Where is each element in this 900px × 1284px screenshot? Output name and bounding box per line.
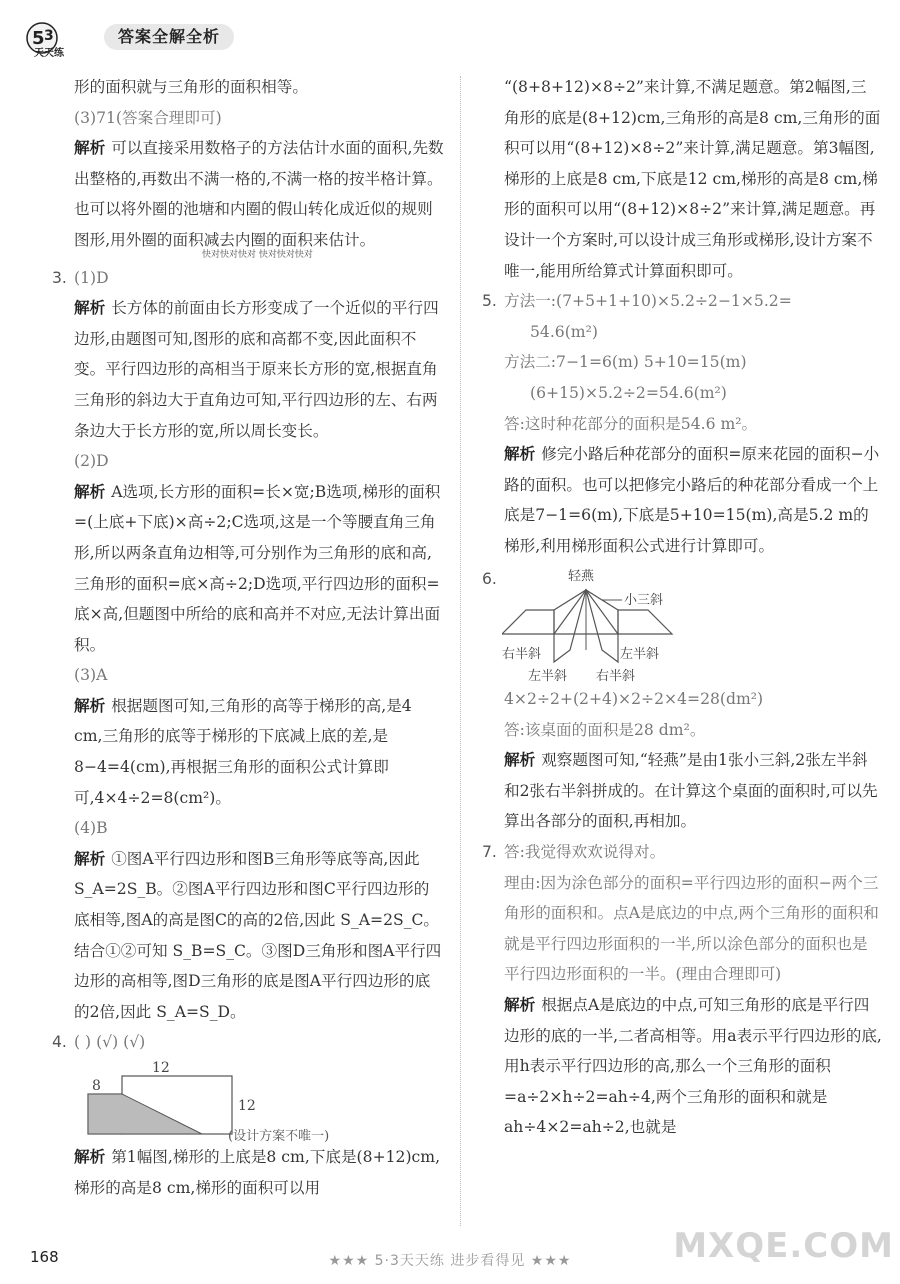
label-left-half-b: 左半斜 (528, 669, 568, 685)
q5-method1: 方法一:(7+5+1+10)×5.2÷2−1×5.2= (504, 292, 792, 311)
label-qingyan: 轻燕 (568, 569, 595, 585)
explanation-q2-3: 可以直接采用数格子的方法估计水面的面积,先数出整格的,再数出不满一格的,不满一格的按半格计算。也可以将外圈的池塘和内圈的假山转化成近似的规则图形,用外圈的面积减去内圈的面积来估计。 (74, 139, 444, 249)
explanation-q3-2: A选项,长方形的面积=长×宽;B选项,梯形的面积=(上底+下底)×高÷2;C选项,这是一个等腰直角三角形,所以两条直角边相等,可分别作为三角形的底和高,三角形的面积=底×高÷2;D选项,平行四边形的面积=底×高,但题图中所给的底和高并不对应,无法计算出面积。 (74, 482, 441, 654)
q5-method2: 方法二:7−1=6(m) 5+10=15(m) (504, 353, 747, 372)
left-column (52, 72, 444, 1203)
column-divider (460, 76, 461, 1226)
q5-method2-result: (6+15)×5.2÷2=54.6(m²) (530, 383, 727, 402)
label-right-half-a: 右半斜 (502, 647, 542, 663)
answer-q4: ( ) (√) (√) (74, 1033, 146, 1052)
jiexi-label: 解析 (504, 996, 536, 1015)
page-number: 168 (30, 1248, 59, 1266)
jiexi-label: 解析 (74, 139, 106, 158)
answer-q3-2: (2)D (74, 452, 109, 471)
label-top: 12 (152, 1060, 170, 1076)
right-half-piece (586, 590, 618, 662)
jiexi-label: 解析 (504, 751, 536, 770)
answer-q3-4: (4)B (74, 819, 108, 838)
jiexi-label: 解析 (74, 482, 106, 501)
jiexi-label: 解析 (74, 696, 106, 715)
text-line: 形的面积就与三角形的面积相等。 (74, 78, 308, 96)
answer-q3-3: (3)A (74, 666, 108, 685)
label-right-half-b: 右半斜 (596, 669, 636, 685)
explanation-q3-4: ①图A平行四边形和图B三角形等底等高,因此 S_A=2S_B。②图A平行四边形和图C平行四边形的底相等,图A的高是图C的高的2倍,因此 S_A=2S_C。结合①②可知 S_B=S_C。③图D三角形和图A平行四边形的高相等,图D三角形的底是图A平行四边形的底的2倍,因此 S_A=S_D。 (74, 849, 442, 1021)
right-wing-right (618, 610, 672, 634)
header-label: 答案全解全析 (104, 24, 234, 50)
q7-answer: 答:我觉得欢欢说得对。 (504, 843, 666, 862)
jiexi-label: 解析 (74, 849, 106, 868)
footer-slogan: ★★★ 5·3天天练 进步看得见 ★★★ (328, 1253, 572, 1269)
q5-answer: 答:这时种花部分的面积是54.6 m²。 (504, 414, 758, 433)
question-number: 7. (482, 843, 497, 862)
left-half-piece (554, 590, 586, 662)
label-small-triangle: 小三斜 (624, 593, 664, 609)
q5-method1-result: 54.6(m²) (530, 322, 598, 341)
question-number: 6. (482, 569, 497, 588)
question-number: 4. (52, 1033, 67, 1052)
explanation-q7: 根据点A是底边的中点,可知三角形的底是平行四边形的底的一半,二者高相等。用a表示平行四边形的底,用h表示平行四边形的高,那么一个三角形的面积=a÷2×h÷2=ah÷4,两个三角形的面积和就是 ah÷4×2=ah÷2,也就是 (504, 996, 882, 1137)
q6-answer: 答:该桌面的面积是28 dm²。 (504, 720, 706, 739)
explanation-q4-cont: “(8+8+12)×8÷2”来计算,不满足题意。第2幅图,三角形的底是(8+12)cm,三角形的高是8 cm,三角形的面积可以用“(8+12)×8÷2”来计算,满足题意。第3幅图,梯形的上底是8 cm,下底是12 cm,梯形的高是8 cm,梯形的面积可以用“(8+12)×8÷2”来计算,满足题意。再设计一个方案时,可以设计成三角形或梯形,设计方案不唯一,能用所给算式计算面积即可。 (504, 78, 881, 280)
label-right: 12 (238, 1098, 256, 1114)
answer-q2-3: (3)71(答案合理即可) (74, 108, 222, 127)
svg-text:天天练: 天天练 (34, 48, 64, 58)
svg-text:3: 3 (44, 28, 54, 44)
explanation-q3-1: 长方体的前面由长方形变成了一个近似的平行四边形,由题图可知,图形的底和高都不变,因此面积不变。平行四边形的高相当于原来长方形的宽,根据直角三角形的斜边大于直角边可知,平行四边形的左、右两条边大于长方形的宽,所以周长变长。 (74, 299, 439, 440)
q7-reason: 理由:因为涂色部分的面积=平行四边形的面积−两个三角形的面积和。点A是底边的中点,两个三角形的面积和就是平行四边形面积的一半,所以涂色部分的面积也是平行四边形面积的一半。(理由合理即可) (504, 873, 879, 984)
shaded-trapezoid (88, 1094, 202, 1134)
label-left: 8 (92, 1078, 101, 1094)
explanation-q5: 修完小路后种花部分的面积=原来花园的面积−小路的面积。也可以把修完小路后的种花部分看成一个上底是7−1=6(m),下底是5+10=15(m),高是5.2 m的梯形,利用梯形面积公式进行计算即可。 (504, 445, 880, 555)
label-left-half-a: 左半斜 (620, 647, 660, 663)
question-number: 3. (52, 268, 67, 287)
explanation-q3-3: 根据题图可知,三角形的高等于梯形的高,是4 cm,三角形的底等于梯形的下底减上底的差,是8−4=4(cm),再根据三角形的面积公式计算即可,4×4÷2=8(cm²)。 (74, 696, 412, 807)
answer-q3-1: (1)D (74, 268, 109, 287)
right-column (482, 72, 882, 1143)
explanation-q4: 第1幅图,梯形的上底是8 cm,下底是(8+12)cm,梯形的高是8 cm,梯形的面积可以用 (74, 1148, 441, 1197)
jiexi-label: 解析 (74, 299, 106, 318)
figure-q4 (52, 1058, 372, 1142)
site-watermark: MXQE.COM (673, 1226, 894, 1266)
explanation-q6: 观察题图可知,“轻燕”是由1张小三斜,2张左半斜和2张右半斜拼成的。在计算这个桌面的面积时,可以先算出各部分的面积,再相加。 (504, 751, 878, 831)
brand-logo (26, 18, 108, 58)
design-note: (设计方案不唯一) (228, 1129, 330, 1142)
svg-text:5: 5 (32, 28, 45, 49)
question-number: 5. (482, 292, 497, 311)
q6-calc: 4×2÷2+(2+4)×2÷2×4=28(dm²) (504, 690, 764, 709)
jiexi-label: 解析 (74, 1148, 106, 1166)
figure-q6-tangram (502, 566, 742, 684)
faint-watermark-text: 快对快对快对 快对快对快对 (202, 249, 313, 260)
jiexi-label: 解析 (504, 445, 536, 464)
left-wing-left (502, 610, 554, 634)
